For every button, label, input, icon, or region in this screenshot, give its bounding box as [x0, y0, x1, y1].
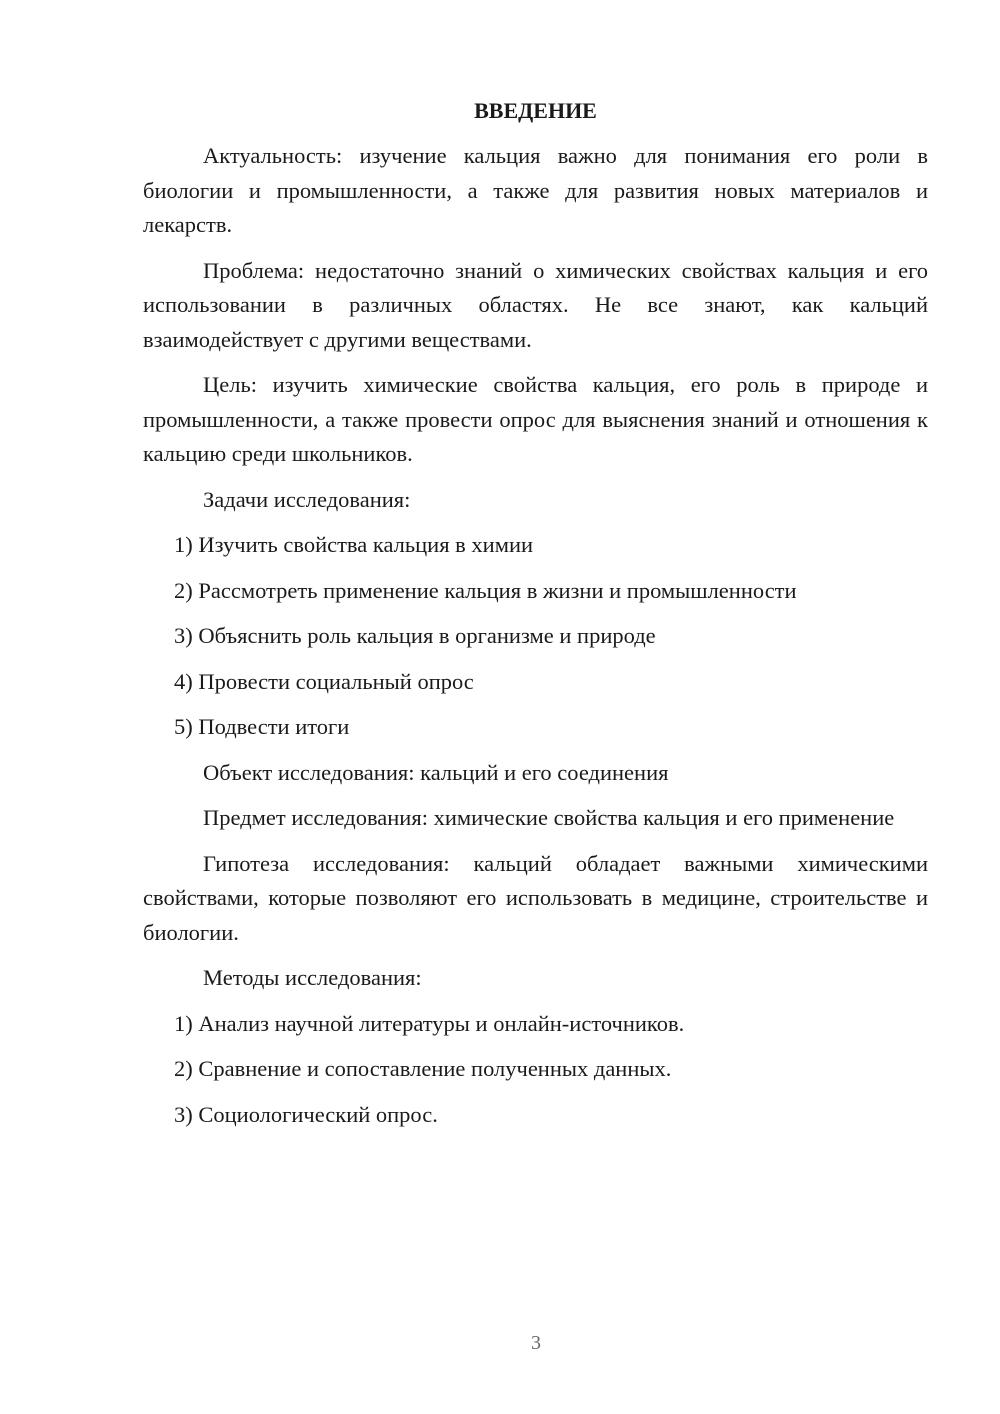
section-title: ВВЕДЕНИЕ — [474, 98, 597, 123]
relevance-paragraph: Актуальность: изучение кальция важно для понимания его роли в биологии и промышленности, а также для развития новых материалов и лекарств. — [143, 143, 928, 237]
task-item: 2) Рассмотреть применение кальция в жизни и промышленности — [174, 577, 797, 603]
task-item: 5) Подвести итоги — [174, 714, 350, 739]
task-item: 4) Провести социальный опрос — [174, 668, 474, 694]
tasks-heading: Задачи исследования: — [203, 486, 411, 512]
page-number: 3 — [531, 1332, 541, 1354]
hypothesis-paragraph: Гипотеза исследования: кальций обладает важными химическими свойствами, которые позволяют его использовать в медицине, строительстве и биологии. — [143, 850, 928, 945]
method-item: 3) Социологический опрос. — [174, 1101, 438, 1127]
subject-paragraph: Предмет исследования: химические свойства кальция и его применение — [203, 805, 895, 830]
method-item: 1) Анализ научной литературы и онлайн-источников. — [174, 1010, 685, 1036]
methods-heading: Методы исследования: — [203, 965, 422, 990]
method-item: 2) Сравнение и сопоставление полученных данных. — [174, 1056, 672, 1081]
goal-paragraph: Цель: изучить химические свойства кальция, его роль в природе и промышленности, а также провести опрос для выяснения знаний и отношения к кальцию среди школьников. — [143, 372, 928, 466]
problem-paragraph: Проблема: недостаточно знаний о химических свойствах кальция и его использовании в различных областях. Не все знают, как кальций взаимодействует с другими веществами. — [143, 257, 928, 352]
object-paragraph: Объект исследования: кальций и его соединения — [203, 759, 669, 785]
task-item: 3) Объяснить роль кальция в организме и природе — [174, 623, 656, 648]
page-content — [143, 94, 928, 1143]
task-item: 1) Изучить свойства кальция в химии — [174, 532, 534, 557]
